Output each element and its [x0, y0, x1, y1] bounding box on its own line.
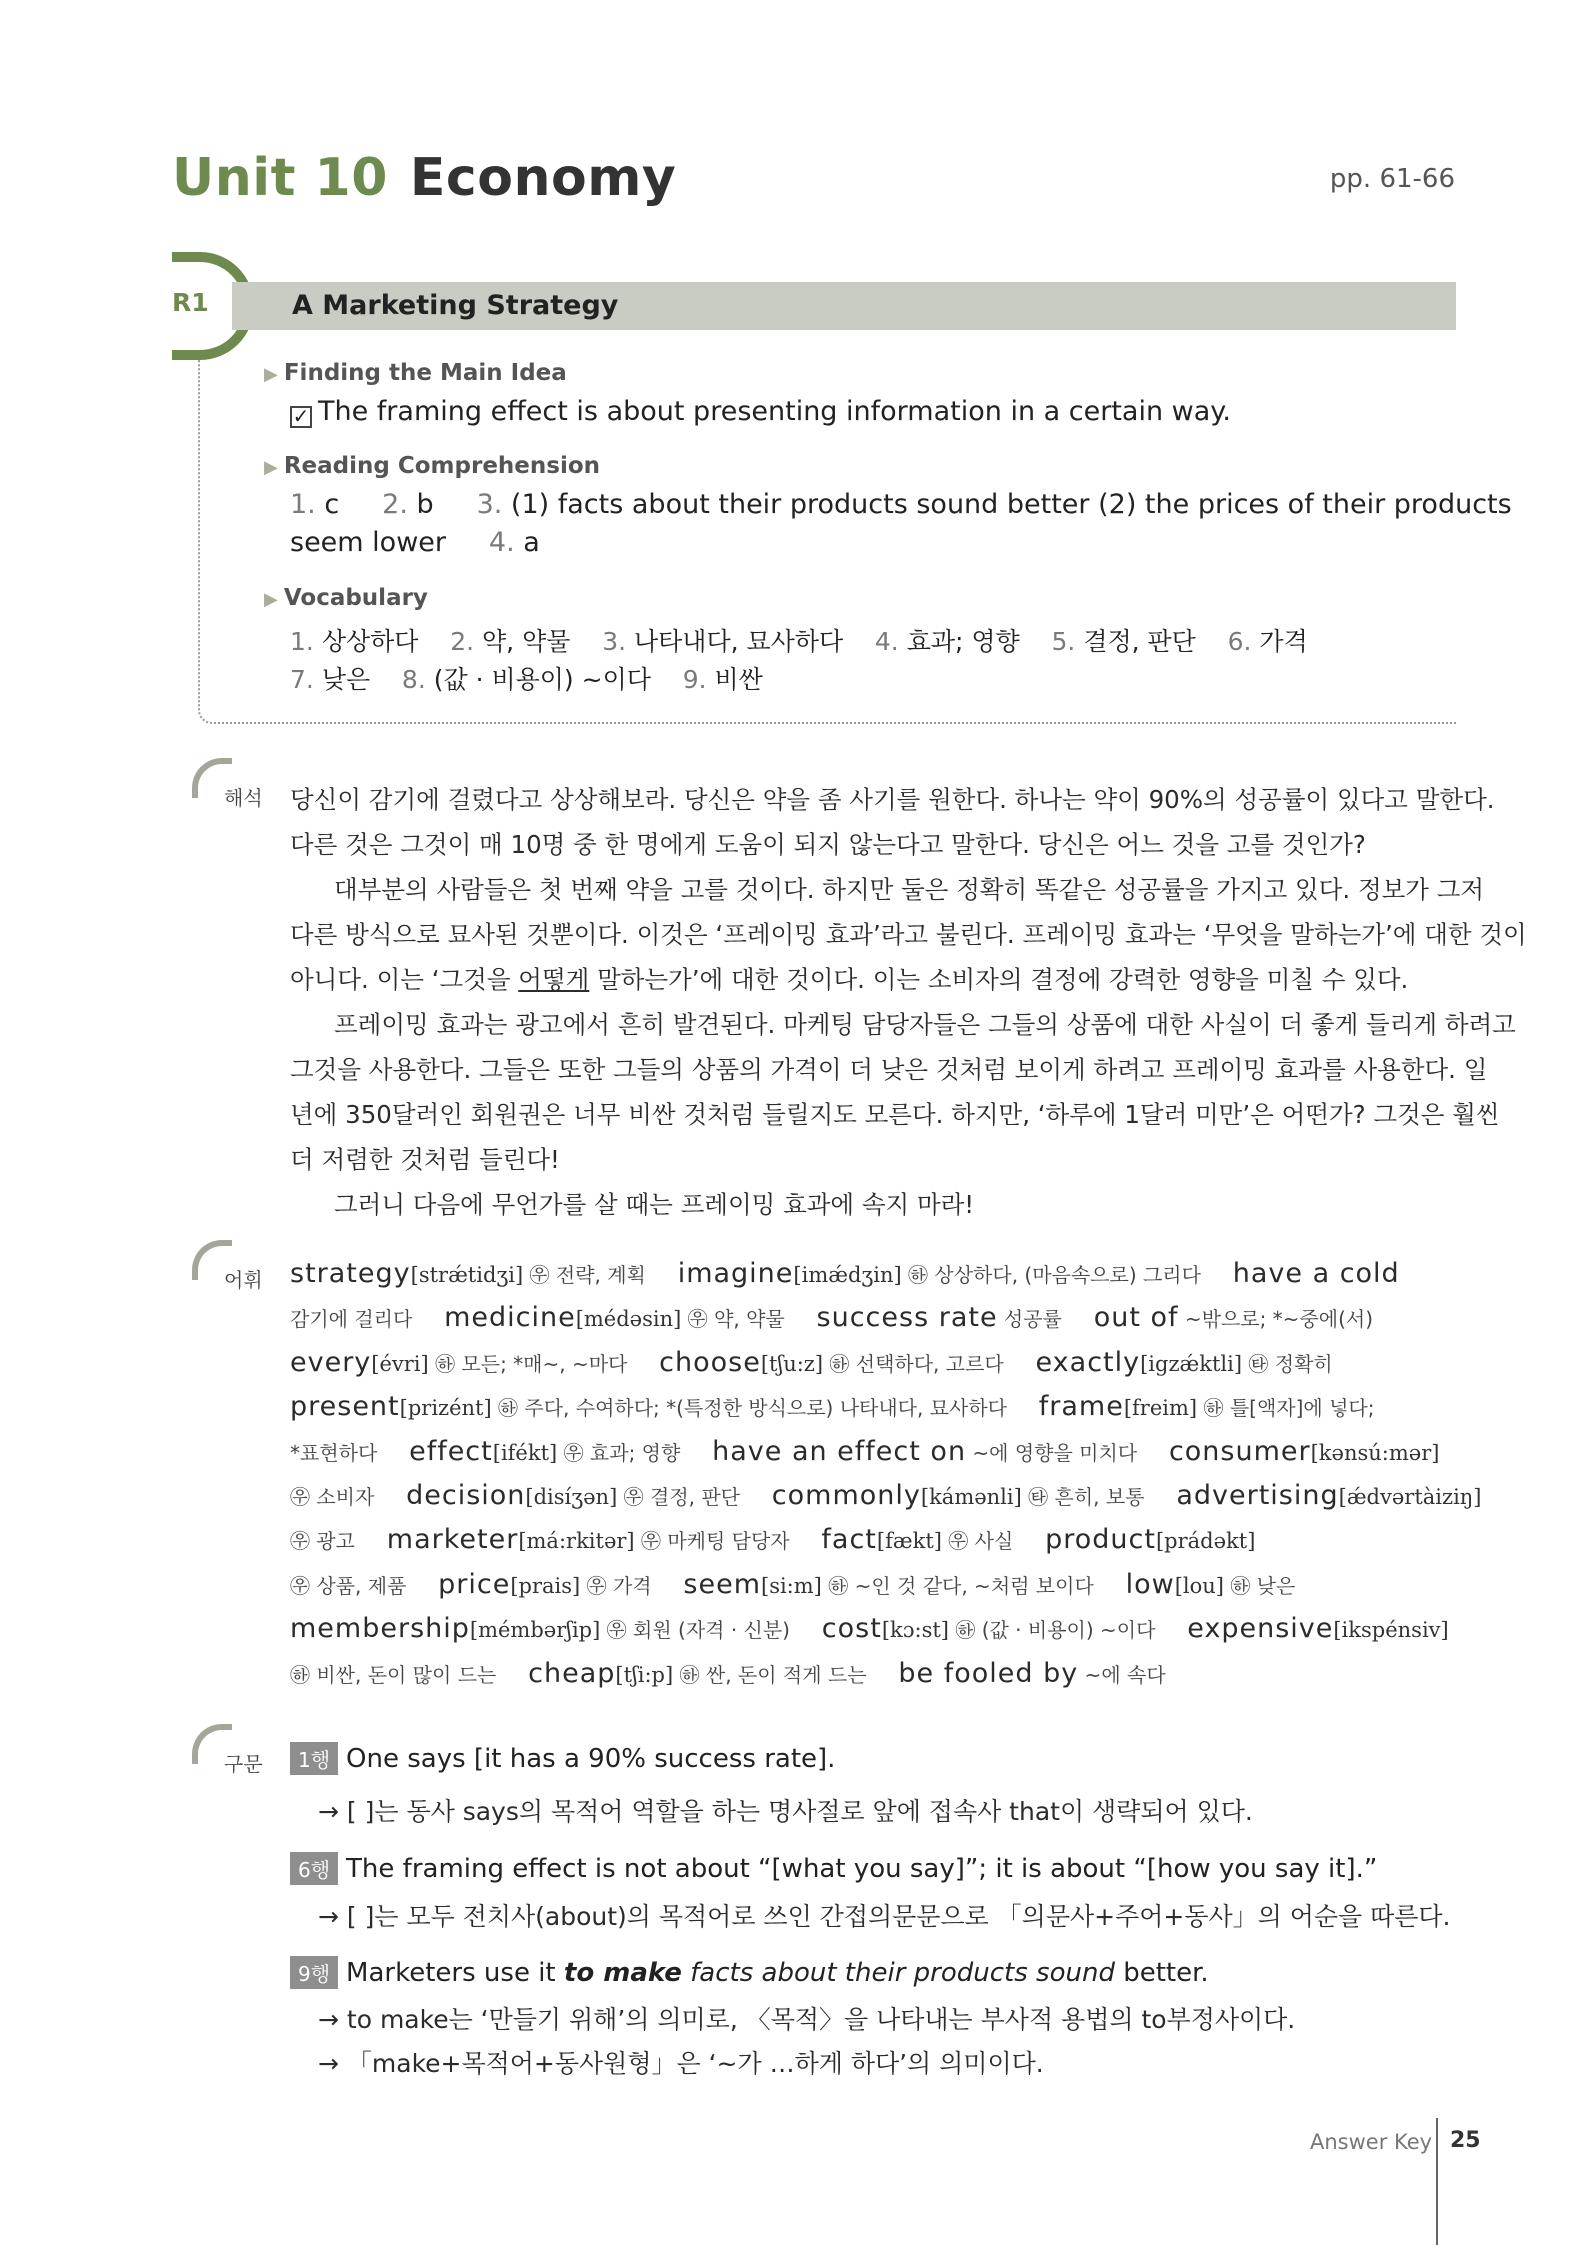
- vocab-definition: ㉻ 주다, 수여하다; *(특정한 방식으로) 나타내다, 묘사하다: [491, 1396, 1007, 1421]
- grammar-item-3: 9행 Marketers use it to make facts about their products sound better.: [290, 1956, 1209, 1989]
- vocab-definition: ㉻ (값 · 비용이) ~이다: [948, 1618, 1156, 1643]
- vocab-word: exactly: [1035, 1346, 1141, 1378]
- grammar-item-2: 6행 The framing effect is not about “[what you say]”; it is about “[how you say it].”: [290, 1852, 1377, 1885]
- vocab-word: consumer: [1168, 1435, 1311, 1467]
- vocab-pronunciation: [má:rkitər]: [518, 1529, 635, 1554]
- vocab-pronunciation: [fækt]: [876, 1529, 942, 1554]
- grammar-note: → [ ]는 모두 전치사(about)의 목적어로 쓰인 간접의문문으로 「의문사+주어+동사」의 어순을 따른다.: [318, 1902, 1451, 1931]
- vocab-word: present: [290, 1391, 400, 1423]
- vocab-row: [290, 1569, 1295, 1600]
- vocab-word: frame: [1038, 1391, 1124, 1423]
- vocab-definition: ㉾ 가격: [580, 1573, 652, 1598]
- vocab-row: [290, 1658, 1166, 1689]
- vocab-definition: 감기에 걸리다: [290, 1307, 413, 1332]
- vocab-definition: ㉻ 틀[액자]에 넣다;: [1197, 1396, 1375, 1421]
- vocab-definition: ㉾ 결정, 판단: [617, 1485, 740, 1509]
- vocab-word: advertising: [1176, 1480, 1339, 1511]
- vocab-definition: ㉻ 낮은: [1223, 1573, 1296, 1598]
- page-number: 25: [1450, 2128, 1481, 2153]
- checkbox-checked-icon: ✓: [290, 406, 312, 428]
- vocab-pronunciation: [médəsin]: [575, 1307, 682, 1332]
- comprehension-line-1: 1. c 2. b 3. (1) facts about their products sound better (2) the prices of their products: [290, 489, 1512, 520]
- vocab-word: decision: [406, 1480, 526, 1511]
- vocab-row: [290, 1258, 1400, 1289]
- vocab-definition: ㉻ 비싼, 돈이 많이 드는: [290, 1662, 497, 1687]
- r1-title: A Marketing Strategy: [292, 290, 619, 321]
- vocab-word: effect: [409, 1435, 493, 1467]
- vocab-definition: ㉻ 선택하다, 고르다: [823, 1351, 1004, 1376]
- page-range: pp. 61-66: [1329, 164, 1455, 194]
- vocab-word: imagine: [677, 1258, 794, 1289]
- vocab-word: medicine: [444, 1302, 576, 1334]
- grammar-item-1: 1행 One says [it has a 90% success rate].: [290, 1742, 835, 1775]
- triangle-bullet-icon: ▶: [264, 589, 278, 610]
- translation-line: 당신이 감기에 걸렸다고 상상해보라. 당신은 약을 좀 사기를 원한다. 하나는 약이 90%의 성공률이 있다고 말한다.: [290, 785, 1495, 814]
- vocab-definition: ㉹ 흔히, 보통: [1021, 1485, 1145, 1509]
- r1-label: R1: [172, 288, 209, 317]
- vocab-word: fact: [821, 1524, 877, 1556]
- vocab-word: commonly: [771, 1480, 921, 1511]
- main-idea-heading: ▶ Finding the Main Idea: [264, 360, 567, 386]
- vocab-word: low: [1125, 1568, 1175, 1600]
- vocab-row: [290, 1524, 1255, 1555]
- vocab-pronunciation: [ǽdvərtàiziŋ]: [1338, 1485, 1482, 1509]
- translation-line: 프레이밍 효과는 광고에서 흔히 발견된다. 마케팅 담당자들은 그들의 상품에 대한 사실이 더 좋게 들리게 하려고: [334, 1010, 1516, 1039]
- translation-line: 아니다. 이는 ‘그것을 어떻게 말하는가’에 대한 것이다. 이는 소비자의 결정에 강력한 영향을 미칠 수 있다.: [290, 965, 1409, 994]
- vocab-word: price: [438, 1568, 511, 1600]
- grammar-note: → to make는 ‘만들기 위해’의 의미로, 〈목적〉을 나타내는 부사적 용법의 to부정사이다.: [318, 2005, 1296, 2034]
- vocab-word: membership: [290, 1613, 470, 1645]
- unit-number: Unit 10: [172, 148, 388, 208]
- vocab-pronunciation: [si:m]: [761, 1573, 822, 1598]
- comprehension-heading: ▶ Reading Comprehension: [264, 453, 601, 479]
- translation-line: 대부분의 사람들은 첫 번째 약을 고를 것이다. 하지만 둘은 정확히 똑같은 성공률을 가지고 있다. 정보가 그저: [334, 875, 1485, 904]
- translation-line: 그것을 사용한다. 그들은 또한 그들의 상품의 가격이 더 낮은 것처럼 보이게 하려고 프레이밍 효과를 사용한다. 일: [290, 1055, 1488, 1084]
- vocabulary-answers-line-1: 1. 상상하다 2. 약, 약물 3. 나타내다, 묘사하다 4. 효과; 영향 5. 결정, 판단 6. 가격: [290, 627, 1308, 656]
- vocab-definition: ㉾ 소비자: [290, 1485, 375, 1509]
- vocab-pronunciation: [prizént]: [399, 1396, 492, 1421]
- vocab-word: product: [1045, 1524, 1156, 1556]
- vocab-definition: ㉻ ~인 것 같다, ~처럼 보이다: [821, 1573, 1094, 1598]
- vocab-word: be fooled by: [898, 1657, 1079, 1689]
- vocab-word: every: [290, 1346, 372, 1378]
- vocab-word: cheap: [528, 1657, 616, 1689]
- vocab-word: marketer: [386, 1524, 519, 1556]
- translation-line: 다른 것은 그것이 매 10명 중 한 명에게 도움이 되지 않는다고 말한다. 당신은 어느 것을 고를 것인가?: [290, 830, 1366, 859]
- triangle-bullet-icon: ▶: [264, 457, 278, 478]
- vocab-word: out of: [1093, 1302, 1179, 1334]
- vocab-definition: ㉻ 싼, 돈이 적게 드는: [673, 1662, 867, 1687]
- vocab-pronunciation: [strǽtidʒi]: [410, 1263, 524, 1287]
- vocab-definition: ㉾ 회원 (자격 · 신분): [600, 1618, 790, 1643]
- triangle-bullet-icon: ▶: [264, 364, 278, 385]
- translation-label: 해석: [224, 786, 263, 810]
- vocab-word: have a cold: [1232, 1258, 1400, 1289]
- vocab-definition: *표현하다: [290, 1440, 378, 1465]
- vocab-pronunciation: [kɔ:st]: [881, 1618, 949, 1643]
- vocab-row: [290, 1480, 1482, 1511]
- footer-divider: [1436, 2118, 1438, 2245]
- vocab-definition: ~에 속다: [1078, 1662, 1166, 1687]
- grammar-label: 구문: [224, 1752, 263, 1776]
- vocab-pronunciation: [ifékt]: [492, 1440, 558, 1465]
- translation-line: 년에 350달러인 회원권은 너무 비싼 것처럼 들릴지도 모른다. 하지만, ‘하루에 1달러 미만’은 어떤가? 그것은 훨씬: [290, 1100, 1500, 1129]
- main-idea-answer: ✓ The framing effect is about presenting information in a certain way.: [290, 396, 1231, 427]
- vocab-pronunciation: [freim]: [1123, 1396, 1198, 1421]
- line-tag: 6행: [290, 1852, 338, 1885]
- vocab-row: [290, 1302, 1373, 1333]
- vocab-pronunciation: [kənsú:mər]: [1310, 1440, 1440, 1465]
- footer-label: Answer Key: [1310, 2130, 1433, 2154]
- vocab-pronunciation: [tʃu:z]: [760, 1351, 824, 1376]
- vocab-definition: ㉾ 마케팅 담당자: [634, 1529, 790, 1554]
- vocab-pronunciation: [prais]: [510, 1573, 581, 1598]
- line-tag: 1행: [290, 1742, 338, 1775]
- translation-line: 다른 방식으로 묘사된 것뿐이다. 이것은 ‘프레이밍 효과’라고 불린다. 프레이밍 효과는 ‘무엇을 말하는가’에 대한 것이: [290, 920, 1527, 949]
- translation-line: 더 저렴한 것처럼 들린다!: [290, 1145, 560, 1174]
- comprehension-line-2: seem lower 4. a: [290, 527, 540, 558]
- vocab-definition: ㉻ 상상하다, (마음속으로) 그리다: [901, 1263, 1201, 1287]
- vocab-row: [290, 1391, 1374, 1422]
- vocabulary-heading: ▶ Vocabulary: [264, 585, 428, 611]
- vocab-word: expensive: [1187, 1613, 1334, 1645]
- vocab-definition: ~에 영향을 미치다: [966, 1440, 1138, 1465]
- vocab-pronunciation: [lou]: [1174, 1573, 1224, 1598]
- line-tag: 9행: [290, 1956, 338, 1989]
- grammar-note: → 「make+목적어+동사원형」은 ‘~가 …하게 하다’의 의미이다.: [318, 2049, 1044, 2078]
- vocab-pronunciation: [disíʒən]: [525, 1485, 618, 1509]
- vocab-pronunciation: [prádəkt]: [1155, 1529, 1256, 1554]
- vocab-definition: ~밖으로; *~중에(서): [1178, 1307, 1374, 1332]
- vocab-word: strategy: [290, 1258, 411, 1289]
- grammar-note: → [ ]는 동사 says의 목적어 역할을 하는 명사절로 앞에 접속사 that이 생략되어 있다.: [318, 1797, 1253, 1826]
- vocab-word: have an effect on: [712, 1435, 967, 1467]
- vocab-list-label: 어휘: [224, 1268, 263, 1292]
- vocab-definition: ㉾ 상품, 제품: [290, 1573, 407, 1598]
- vocabulary-answers-line-2: 7. 낮은 8. (값 · 비용이) ~이다 9. 비싼: [290, 665, 763, 694]
- vocab-definition: 성공률: [997, 1307, 1062, 1332]
- vocab-definition: ㉾ 약, 약물: [681, 1307, 785, 1332]
- vocab-pronunciation: [ikspénsiv]: [1333, 1618, 1449, 1643]
- vocab-pronunciation: [imǽdʒin]: [793, 1263, 902, 1287]
- unit-title: [172, 148, 676, 208]
- underlined-word: 어떻게: [518, 965, 590, 994]
- vocab-pronunciation: [mémbərʃip]: [469, 1618, 601, 1643]
- vocab-word: seem: [683, 1568, 761, 1600]
- vocab-row: [290, 1436, 1439, 1467]
- vocab-pronunciation: [tʃi:p]: [615, 1662, 674, 1687]
- vocab-pronunciation: [évri]: [371, 1351, 429, 1376]
- vocab-definition: ㉹ 정확히: [1242, 1351, 1333, 1376]
- vocab-definition: ㉾ 광고: [290, 1529, 355, 1554]
- translation-line: 그러니 다음에 무언가를 살 때는 프레이밍 효과에 속지 마라!: [334, 1190, 975, 1219]
- vocab-word: cost: [821, 1613, 882, 1645]
- vocab-row: [290, 1347, 1333, 1378]
- vocab-definition: ㉾ 사실: [941, 1529, 1014, 1554]
- vocab-pronunciation: [kámənli]: [920, 1485, 1022, 1509]
- vocab-definition: ㉾ 전략, 계획: [523, 1263, 646, 1287]
- vocab-word: success rate: [816, 1302, 998, 1334]
- vocab-word: choose: [659, 1346, 761, 1378]
- vocab-definition: ㉻ 모든; *매~, ~마다: [428, 1351, 628, 1376]
- vocab-definition: ㉾ 효과; 영향: [557, 1440, 681, 1465]
- unit-name: Economy: [409, 148, 677, 208]
- vocab-row: [290, 1613, 1449, 1644]
- vocab-pronunciation: [igzǽktli]: [1140, 1351, 1243, 1376]
